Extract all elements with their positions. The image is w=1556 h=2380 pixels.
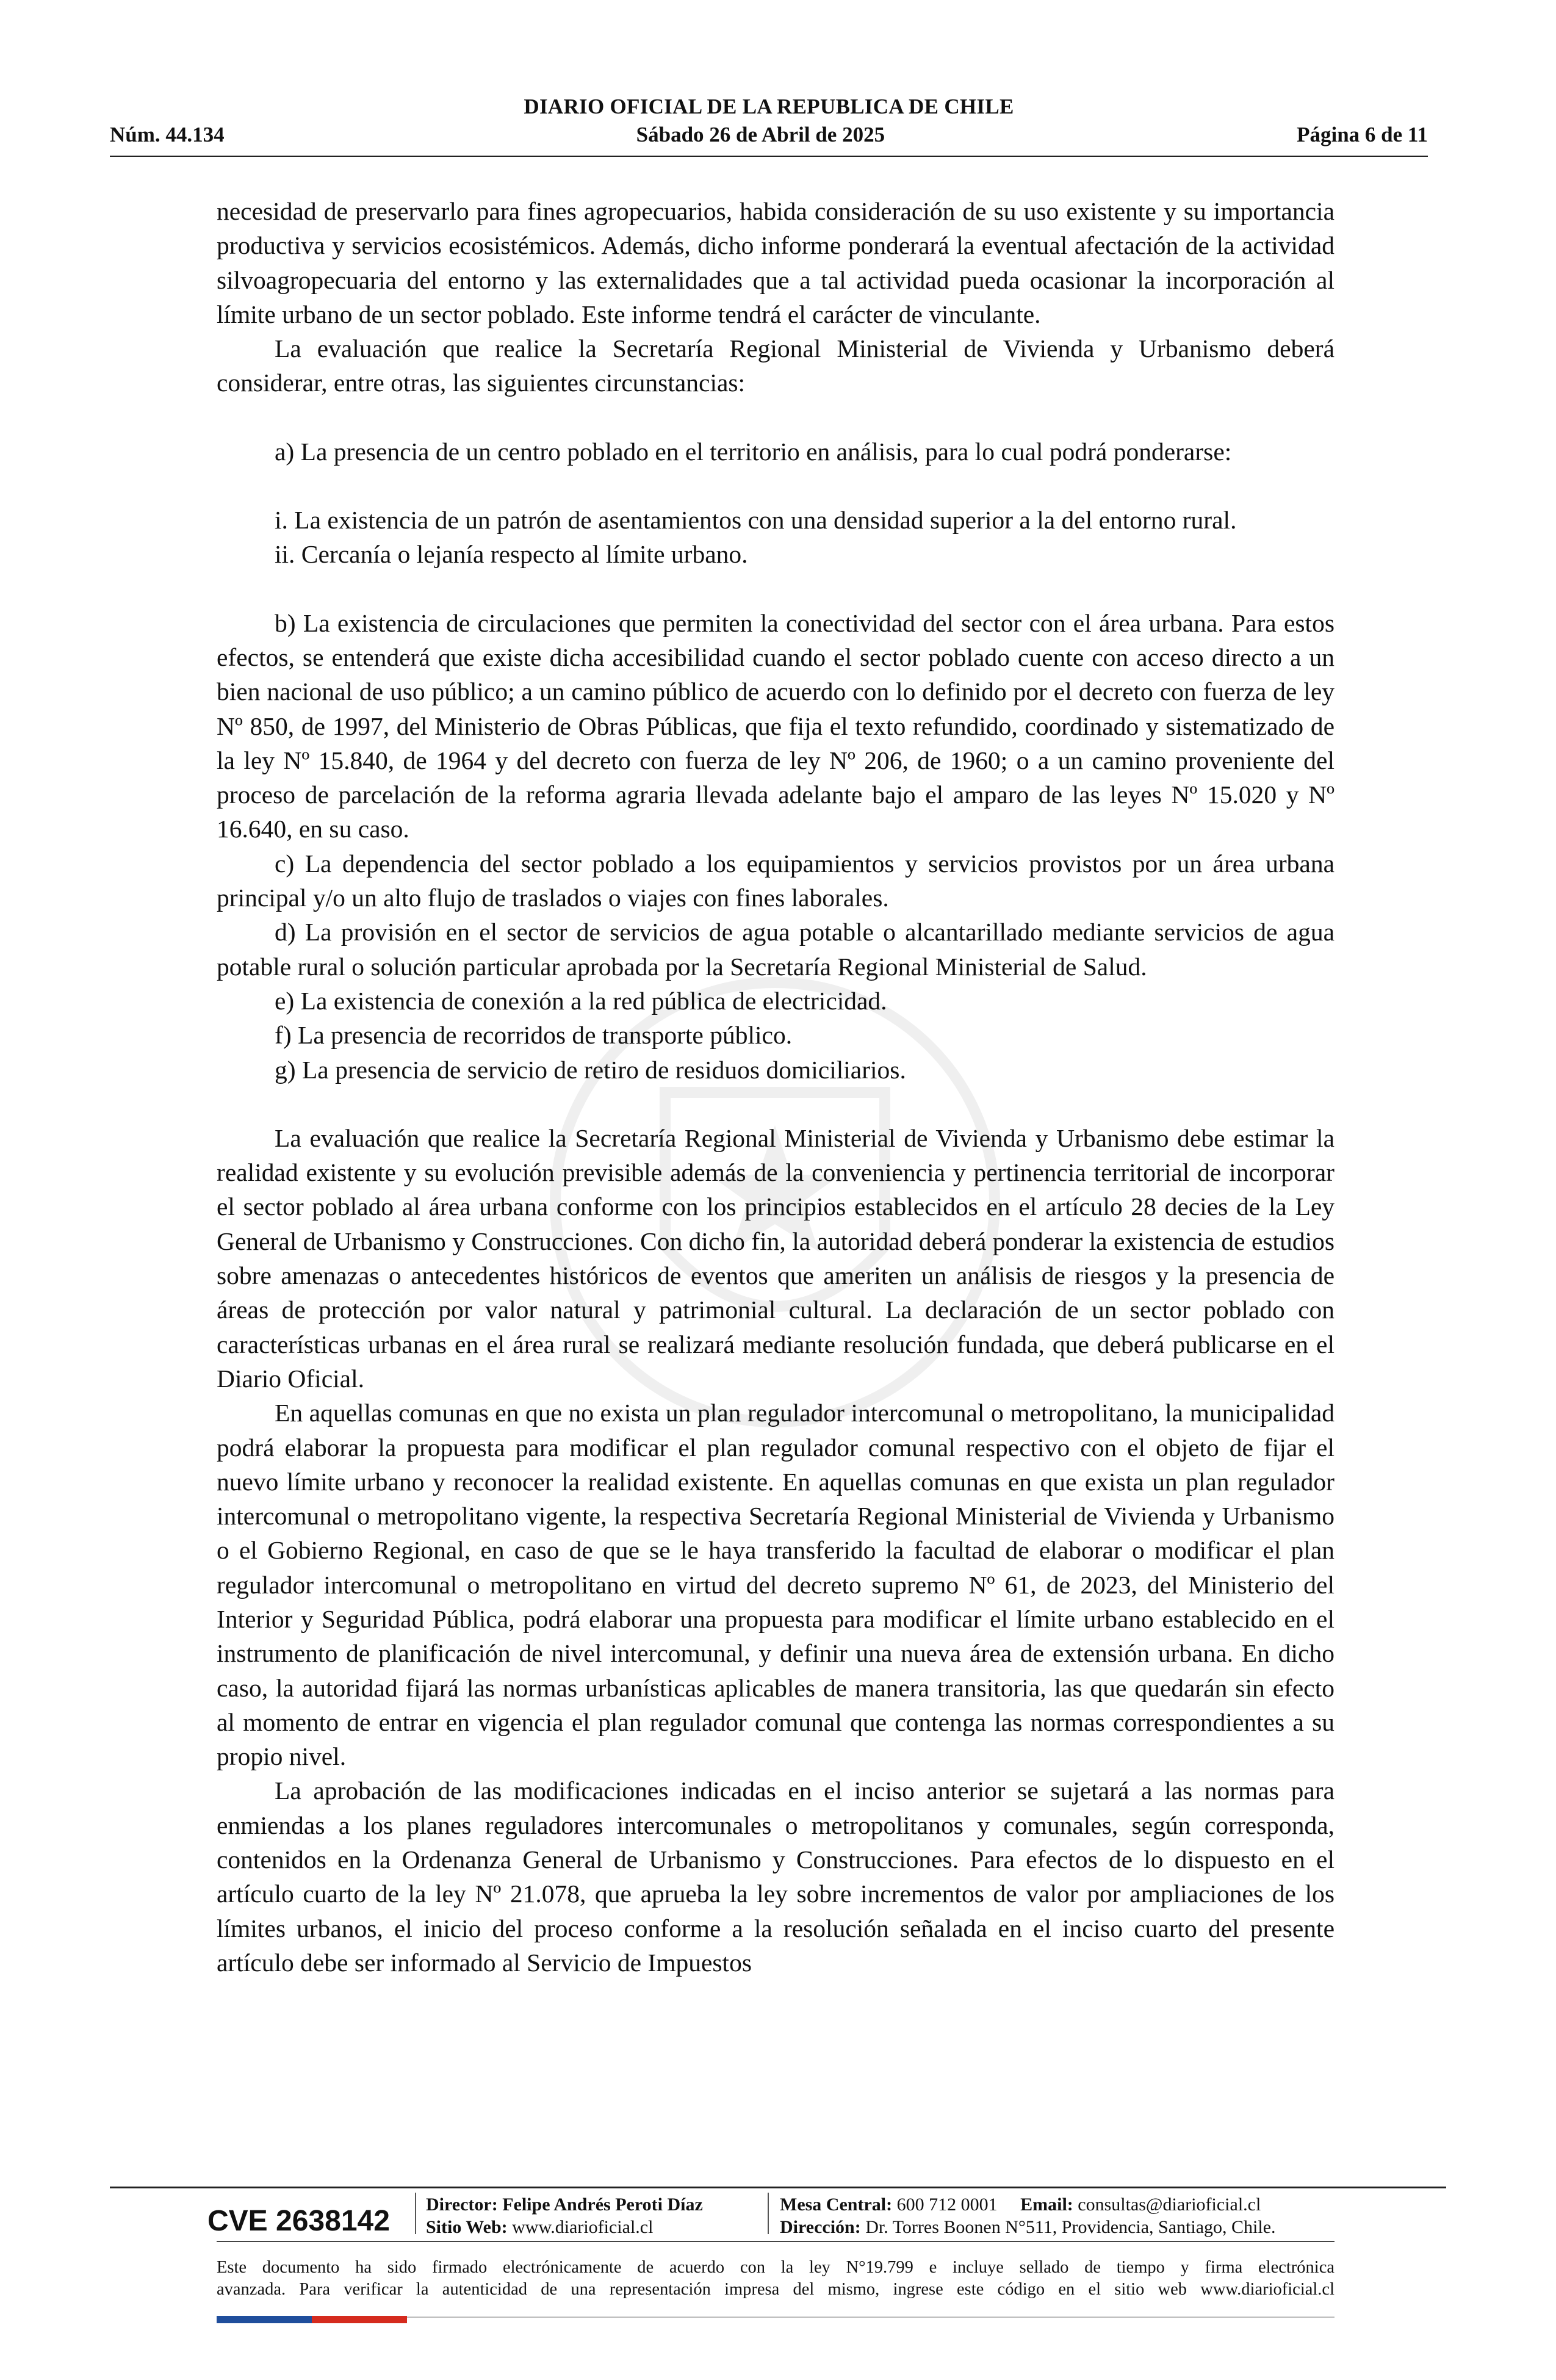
footer-contact-block <box>780 2193 1276 2238</box>
newspaper-title: DIARIO OFICIAL DE LA REPUBLICA DE CHILE <box>524 95 1014 118</box>
cve-code: CVE 2638142 <box>207 2205 390 2237</box>
site-label: Sitio Web: <box>426 2217 508 2237</box>
document-body <box>217 194 1334 1980</box>
footer-separator <box>415 2193 416 2234</box>
email-link[interactable]: consultas@diarioficial.cl <box>1078 2194 1261 2215</box>
header-row <box>110 123 1428 147</box>
page-number: Página 6 de 11 <box>1297 123 1428 146</box>
director-name: Felipe Andrés Peroti Díaz <box>502 2194 703 2215</box>
footer-separator <box>768 2193 769 2234</box>
email-label: Email: <box>1020 2194 1073 2215</box>
paragraph: La evaluación que realice la Secretaría Regional Ministerial de Vivienda y Urbanismo deberá considerar, entre otras, las siguientes circunstancias: <box>217 334 1334 397</box>
paragraph: La aprobación de las modificaciones indicadas en el inciso anterior se sujetará a las normas para enmiendas a los planes reguladores intercomunales o metropolitanos y comunales, según corresponda, contenidos en la Ordenanza General de Urbanismo y Construcciones. Para efectos de lo dispuesto en el artículo cuarto de la ley Nº 21.078, que aprueba la ley sobre incrementos de valor por ampliaciones de los límites urbanos, el inicio del proceso conforme a la resolución señalada en el inciso cuarto del presente artículo debe ser informado al Servicio de Impuestos <box>217 1776 1334 1977</box>
list-item: i. La existencia de un patrón de asentamientos con una densidad superior a la del entorno rural. <box>275 506 1237 535</box>
phone-label: Mesa Central: <box>780 2194 893 2215</box>
flag-stripe <box>217 2316 407 2323</box>
list-item: b) La existencia de circulaciones que permiten la conectividad del sector con el área urbana. Para estos efectos, se entenderá que existe dicha accesibilidad cuando el sector poblado cuente con acceso directo a un bien nacional de uso público; a un camino público de acuerdo con lo definido por el decreto con fuerza de ley Nº 850, de 1997, del Ministerio de Obras Públicas, que fija el texto refundido, coordinado y sistematizado de la ley Nº 15.840, de 1964 y del decreto con fuerza de ley Nº 206, de 1960; o a un camino proveniente del proceso de parcelación de la reforma agraria llevada adelante bajo el amparo de las leyes Nº 15.020 y Nº 16.640, en su caso. <box>217 608 1334 843</box>
list-item: f) La presencia de recorridos de transporte público. <box>275 1021 793 1050</box>
director-label: Director: <box>426 2194 498 2215</box>
list-item: d) La provisión en el sector de servicios de agua potable o alcantarillado mediante servicios de agua potable rural o solución particular aprobada por la Secretaría Regional Ministerial de Salud. <box>217 918 1334 981</box>
header-divider <box>110 156 1428 157</box>
issue-number: Núm. 44.134 <box>110 123 225 146</box>
list-item: ii. Cercanía o lejanía respecto al límite urbano. <box>275 540 748 569</box>
footer-divider <box>110 2187 1446 2188</box>
site-link[interactable]: www.diarioficial.cl <box>512 2217 654 2237</box>
address-value: Dr. Torres Boonen N°511, Providencia, Santiago, Chile. <box>865 2217 1276 2237</box>
paragraph: necesidad de preservarlo para fines agropecuarios, habida consideración de su uso existente y su importancia productiva y servicios ecosistémicos. Además, dicho informe ponderará la eventual afectación de la actividad silvoagropecuaria del entorno y las externalidades que a tal actividad pueda ocasionar la incorporación al límite urbano de un sector poblado. Este informe tendrá el carácter de vinculante. <box>217 197 1334 328</box>
signature-note <box>217 2257 1334 2301</box>
issue-date: Sábado 26 de Abril de 2025 <box>636 123 885 146</box>
flag-red-segment <box>312 2316 407 2323</box>
paragraph: La evaluación que realice la Secretaría Regional Ministerial de Vivienda y Urbanismo debe estimar la realidad existente y su evolución previsible además de la conveniencia y pertinencia territorial de incorporar el sector poblado al área urbana conforme con los principios establecidos en el artículo 28 decies de la Ley General de Urbanismo y Construcciones. Con dicho fin, la autoridad deberá ponderar la existencia de estudios sobre amenazas o antecedentes históricos de eventos que ameriten un análisis de riesgos y la presencia de áreas de protección por valor natural y patrimonial cultural. La declaración de un sector poblado con características urbanas en el área rural se realizará mediante resolución fundada, que deberá publicarse en el Diario Oficial. <box>217 1123 1334 1393</box>
footer-director-block <box>426 2193 703 2238</box>
flag-blue-segment <box>217 2316 312 2323</box>
phone-value: 600 712 0001 <box>896 2194 998 2215</box>
signature-note-line: Este documento ha sido firmado electrónicamente de acuerdo con la ley N°19.799 e incluye sellado de tiempo y firma electrónica <box>217 2258 1334 2277</box>
footer-divider <box>217 2241 1334 2242</box>
list-item: e) La existencia de conexión a la red pública de electricidad. <box>275 986 887 1015</box>
page-header <box>110 95 1428 156</box>
address-label: Dirección: <box>780 2217 861 2237</box>
paragraph: En aquellas comunas en que no exista un plan regulador intercomunal o metropolitano, la municipalidad podrá elaborar la propuesta para modificar el plan regulador comunal respectivo con el objeto de fijar el nuevo límite urbano y reconocer la realidad existente. En aquellas comunas en que exista un plan regulador intercomunal o metropolitano vigente, la respectiva Secretaría Regional Ministerial de Vivienda y Urbanismo o el Gobierno Regional, en caso de que se le haya transferido la facultad de elaborar o modificar el plan regulador intercomunal o metropolitano en virtud del decreto supremo Nº 61, de 2023, del Ministerio del Interior y Seguridad Pública, podrá elaborar una propuesta para modificar el límite urbano establecido en el instrumento de planificación de nivel intercomunal, y definir una nueva área de extensión urbana. En dicho caso, la autoridad fijará las normas urbanísticas aplicables de manera transitoria, las que quedarán sin efecto al momento de entrar en vigencia el plan regulador comunal que contenga las normas correspondientes a su propio nivel. <box>217 1399 1334 1771</box>
list-item: c) La dependencia del sector poblado a los equipamientos y servicios provistos por un área urbana principal y/o un alto flujo de traslados o viajes con fines laborales. <box>217 849 1334 912</box>
list-item: g) La presencia de servicio de retiro de residuos domiciliarios. <box>275 1055 906 1084</box>
signature-note-line: avanzada. Para verificar la autenticidad de una representación impresa del mismo, ingrese este código en el sitio web www.diarioficial.cl <box>217 2280 1334 2299</box>
list-item: a) La presencia de un centro poblado en el territorio en análisis, para lo cual podrá ponderarse: <box>275 437 1232 466</box>
